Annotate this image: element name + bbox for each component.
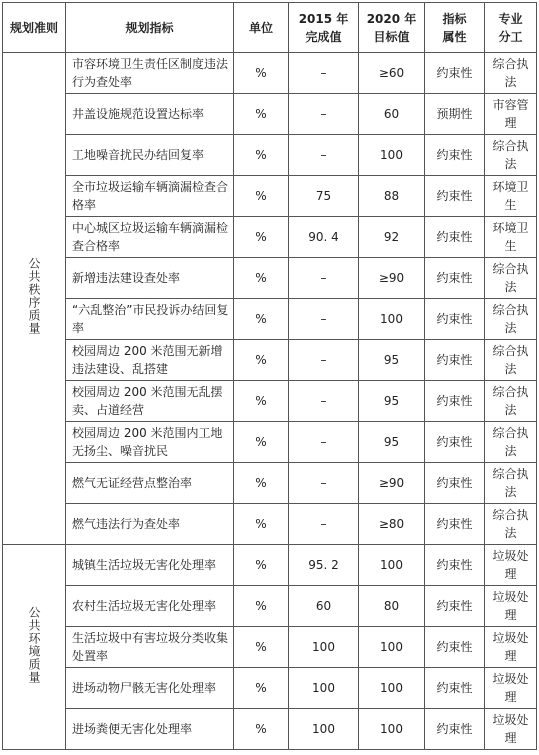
value-2020-cell: ≥80 bbox=[359, 504, 425, 545]
department-cell: 垃圾处理 bbox=[485, 668, 537, 709]
value-2020-cell: 95 bbox=[359, 422, 425, 463]
indicator-cell: 农村生活垃圾无害化处理率 bbox=[66, 586, 234, 627]
table-row bbox=[3, 53, 537, 94]
indicator-cell: 校园周边 200 米范围内工地无扬尘、噪音扰民 bbox=[66, 422, 234, 463]
attribute-cell: 约束性 bbox=[425, 135, 485, 176]
value-2020-cell: 60 bbox=[359, 94, 425, 135]
department-cell: 综合执法 bbox=[485, 463, 537, 504]
table-row bbox=[3, 422, 537, 463]
indicator-cell: 校园周边 200 米范围无新增违法建设、乱搭建 bbox=[66, 340, 234, 381]
category-label: 公共环境质量 bbox=[27, 605, 41, 684]
unit-cell: % bbox=[234, 94, 289, 135]
header-unit: 单位 bbox=[234, 3, 289, 53]
indicator-cell: “六乱整治”市民投诉办结回复率 bbox=[66, 299, 234, 340]
value-2015-cell: – bbox=[289, 135, 359, 176]
unit-cell: % bbox=[234, 545, 289, 586]
attribute-cell: 约束性 bbox=[425, 504, 485, 545]
attribute-cell: 约束性 bbox=[425, 422, 485, 463]
table-row bbox=[3, 545, 537, 586]
indicator-cell: 生活垃圾中有害垃圾分类收集处置率 bbox=[66, 627, 234, 668]
department-cell: 环境卫生 bbox=[485, 217, 537, 258]
table-row bbox=[3, 709, 537, 750]
header-2015-line1: 2015 年 bbox=[298, 11, 349, 26]
attribute-cell: 约束性 bbox=[425, 586, 485, 627]
table-row bbox=[3, 586, 537, 627]
attribute-cell: 约束性 bbox=[425, 709, 485, 750]
indicator-cell: 工地噪音扰民办结回复率 bbox=[66, 135, 234, 176]
attribute-cell: 约束性 bbox=[425, 627, 485, 668]
value-2020-cell: 100 bbox=[359, 627, 425, 668]
header-2020 bbox=[359, 3, 425, 53]
category-label: 公共秩序质量 bbox=[27, 257, 41, 335]
value-2020-cell: 95 bbox=[359, 340, 425, 381]
planning-indicators-table bbox=[2, 2, 537, 750]
value-2015-cell: – bbox=[289, 504, 359, 545]
unit-cell: % bbox=[234, 217, 289, 258]
value-2015-cell: 95. 2 bbox=[289, 545, 359, 586]
department-cell: 综合执法 bbox=[485, 258, 537, 299]
indicator-cell: 燃气违法行为查处率 bbox=[66, 504, 234, 545]
value-2015-cell: – bbox=[289, 258, 359, 299]
department-cell: 综合执法 bbox=[485, 504, 537, 545]
department-cell: 环境卫生 bbox=[485, 176, 537, 217]
unit-cell: % bbox=[234, 53, 289, 94]
attribute-cell: 预期性 bbox=[425, 94, 485, 135]
table-row bbox=[3, 94, 537, 135]
table-row bbox=[3, 217, 537, 258]
attribute-cell: 约束性 bbox=[425, 53, 485, 94]
value-2015-cell: – bbox=[289, 94, 359, 135]
table-row bbox=[3, 258, 537, 299]
header-department bbox=[485, 3, 537, 53]
unit-cell: % bbox=[234, 422, 289, 463]
indicator-cell: 校园周边 200 米范围无乱摆卖、占道经营 bbox=[66, 381, 234, 422]
table-row bbox=[3, 176, 537, 217]
indicator-cell: 燃气无证经营点整治率 bbox=[66, 463, 234, 504]
unit-cell: % bbox=[234, 258, 289, 299]
unit-cell: % bbox=[234, 463, 289, 504]
value-2020-cell: 95 bbox=[359, 381, 425, 422]
attribute-cell: 约束性 bbox=[425, 381, 485, 422]
unit-cell: % bbox=[234, 340, 289, 381]
value-2020-cell: 100 bbox=[359, 709, 425, 750]
attribute-cell: 约束性 bbox=[425, 668, 485, 709]
category-cell bbox=[3, 545, 66, 750]
indicator-cell: 城镇生活垃圾无害化处理率 bbox=[66, 545, 234, 586]
table-row bbox=[3, 668, 537, 709]
value-2015-cell: – bbox=[289, 340, 359, 381]
table-row bbox=[3, 504, 537, 545]
value-2015-cell: 100 bbox=[289, 709, 359, 750]
header-row bbox=[3, 3, 537, 53]
indicator-cell: 进场动物尸骸无害化处理率 bbox=[66, 668, 234, 709]
header-2015 bbox=[289, 3, 359, 53]
value-2015-cell: 75 bbox=[289, 176, 359, 217]
attribute-cell: 约束性 bbox=[425, 340, 485, 381]
attribute-cell: 约束性 bbox=[425, 258, 485, 299]
table-body bbox=[3, 53, 537, 750]
attribute-cell: 约束性 bbox=[425, 176, 485, 217]
indicator-cell: 全市垃圾运输车辆滴漏检查合格率 bbox=[66, 176, 234, 217]
header-department-line1: 专业 bbox=[498, 11, 523, 26]
department-cell: 垃圾处理 bbox=[485, 545, 537, 586]
indicator-cell: 新增违法建设查处率 bbox=[66, 258, 234, 299]
value-2020-cell: 100 bbox=[359, 668, 425, 709]
value-2020-cell: 100 bbox=[359, 545, 425, 586]
header-attribute-line1: 指标 bbox=[442, 11, 467, 26]
value-2015-cell: 100 bbox=[289, 668, 359, 709]
table-row bbox=[3, 340, 537, 381]
value-2020-cell: ≥90 bbox=[359, 463, 425, 504]
attribute-cell: 约束性 bbox=[425, 545, 485, 586]
value-2020-cell: 80 bbox=[359, 586, 425, 627]
department-cell: 垃圾处理 bbox=[485, 709, 537, 750]
unit-cell: % bbox=[234, 709, 289, 750]
unit-cell: % bbox=[234, 504, 289, 545]
indicator-cell: 中心城区垃圾运输车辆滴漏检查合格率 bbox=[66, 217, 234, 258]
table-row bbox=[3, 135, 537, 176]
header-category: 规划准则 bbox=[3, 3, 66, 53]
header-2015-line2: 完成值 bbox=[305, 29, 342, 44]
department-cell: 市容管理 bbox=[485, 94, 537, 135]
header-2020-line2: 目标值 bbox=[373, 29, 410, 44]
department-cell: 综合执法 bbox=[485, 340, 537, 381]
value-2020-cell: 92 bbox=[359, 217, 425, 258]
header-attribute bbox=[425, 3, 485, 53]
header-indicator: 规划指标 bbox=[66, 3, 234, 53]
attribute-cell: 约束性 bbox=[425, 299, 485, 340]
table-row bbox=[3, 381, 537, 422]
unit-cell: % bbox=[234, 299, 289, 340]
table-row bbox=[3, 627, 537, 668]
unit-cell: % bbox=[234, 135, 289, 176]
unit-cell: % bbox=[234, 586, 289, 627]
department-cell: 综合执法 bbox=[485, 381, 537, 422]
value-2020-cell: ≥60 bbox=[359, 53, 425, 94]
value-2015-cell: – bbox=[289, 463, 359, 504]
table-row bbox=[3, 463, 537, 504]
value-2015-cell: 100 bbox=[289, 627, 359, 668]
department-cell: 综合执法 bbox=[485, 299, 537, 340]
attribute-cell: 约束性 bbox=[425, 217, 485, 258]
table-header bbox=[3, 3, 537, 53]
indicator-cell: 市容环境卫生责任区制度违法行为查处率 bbox=[66, 53, 234, 94]
value-2020-cell: 100 bbox=[359, 299, 425, 340]
indicator-cell: 井盖设施规范设置达标率 bbox=[66, 94, 234, 135]
value-2015-cell: – bbox=[289, 299, 359, 340]
unit-cell: % bbox=[234, 668, 289, 709]
value-2020-cell: ≥90 bbox=[359, 258, 425, 299]
header-2020-line1: 2020 年 bbox=[366, 11, 417, 26]
department-cell: 垃圾处理 bbox=[485, 627, 537, 668]
unit-cell: % bbox=[234, 381, 289, 422]
department-cell: 综合执法 bbox=[485, 422, 537, 463]
unit-cell: % bbox=[234, 176, 289, 217]
value-2015-cell: 90. 4 bbox=[289, 217, 359, 258]
value-2020-cell: 88 bbox=[359, 176, 425, 217]
department-cell: 垃圾处理 bbox=[485, 586, 537, 627]
header-attribute-line2: 属性 bbox=[442, 29, 467, 44]
unit-cell: % bbox=[234, 627, 289, 668]
attribute-cell: 约束性 bbox=[425, 463, 485, 504]
value-2015-cell: – bbox=[289, 381, 359, 422]
category-cell bbox=[3, 53, 66, 545]
value-2015-cell: 60 bbox=[289, 586, 359, 627]
department-cell: 综合执法 bbox=[485, 53, 537, 94]
value-2015-cell: – bbox=[289, 422, 359, 463]
table-row bbox=[3, 299, 537, 340]
value-2020-cell: 100 bbox=[359, 135, 425, 176]
value-2015-cell: – bbox=[289, 53, 359, 94]
indicator-cell: 进场粪便无害化处理率 bbox=[66, 709, 234, 750]
department-cell: 综合执法 bbox=[485, 135, 537, 176]
header-department-line2: 分工 bbox=[498, 29, 523, 44]
